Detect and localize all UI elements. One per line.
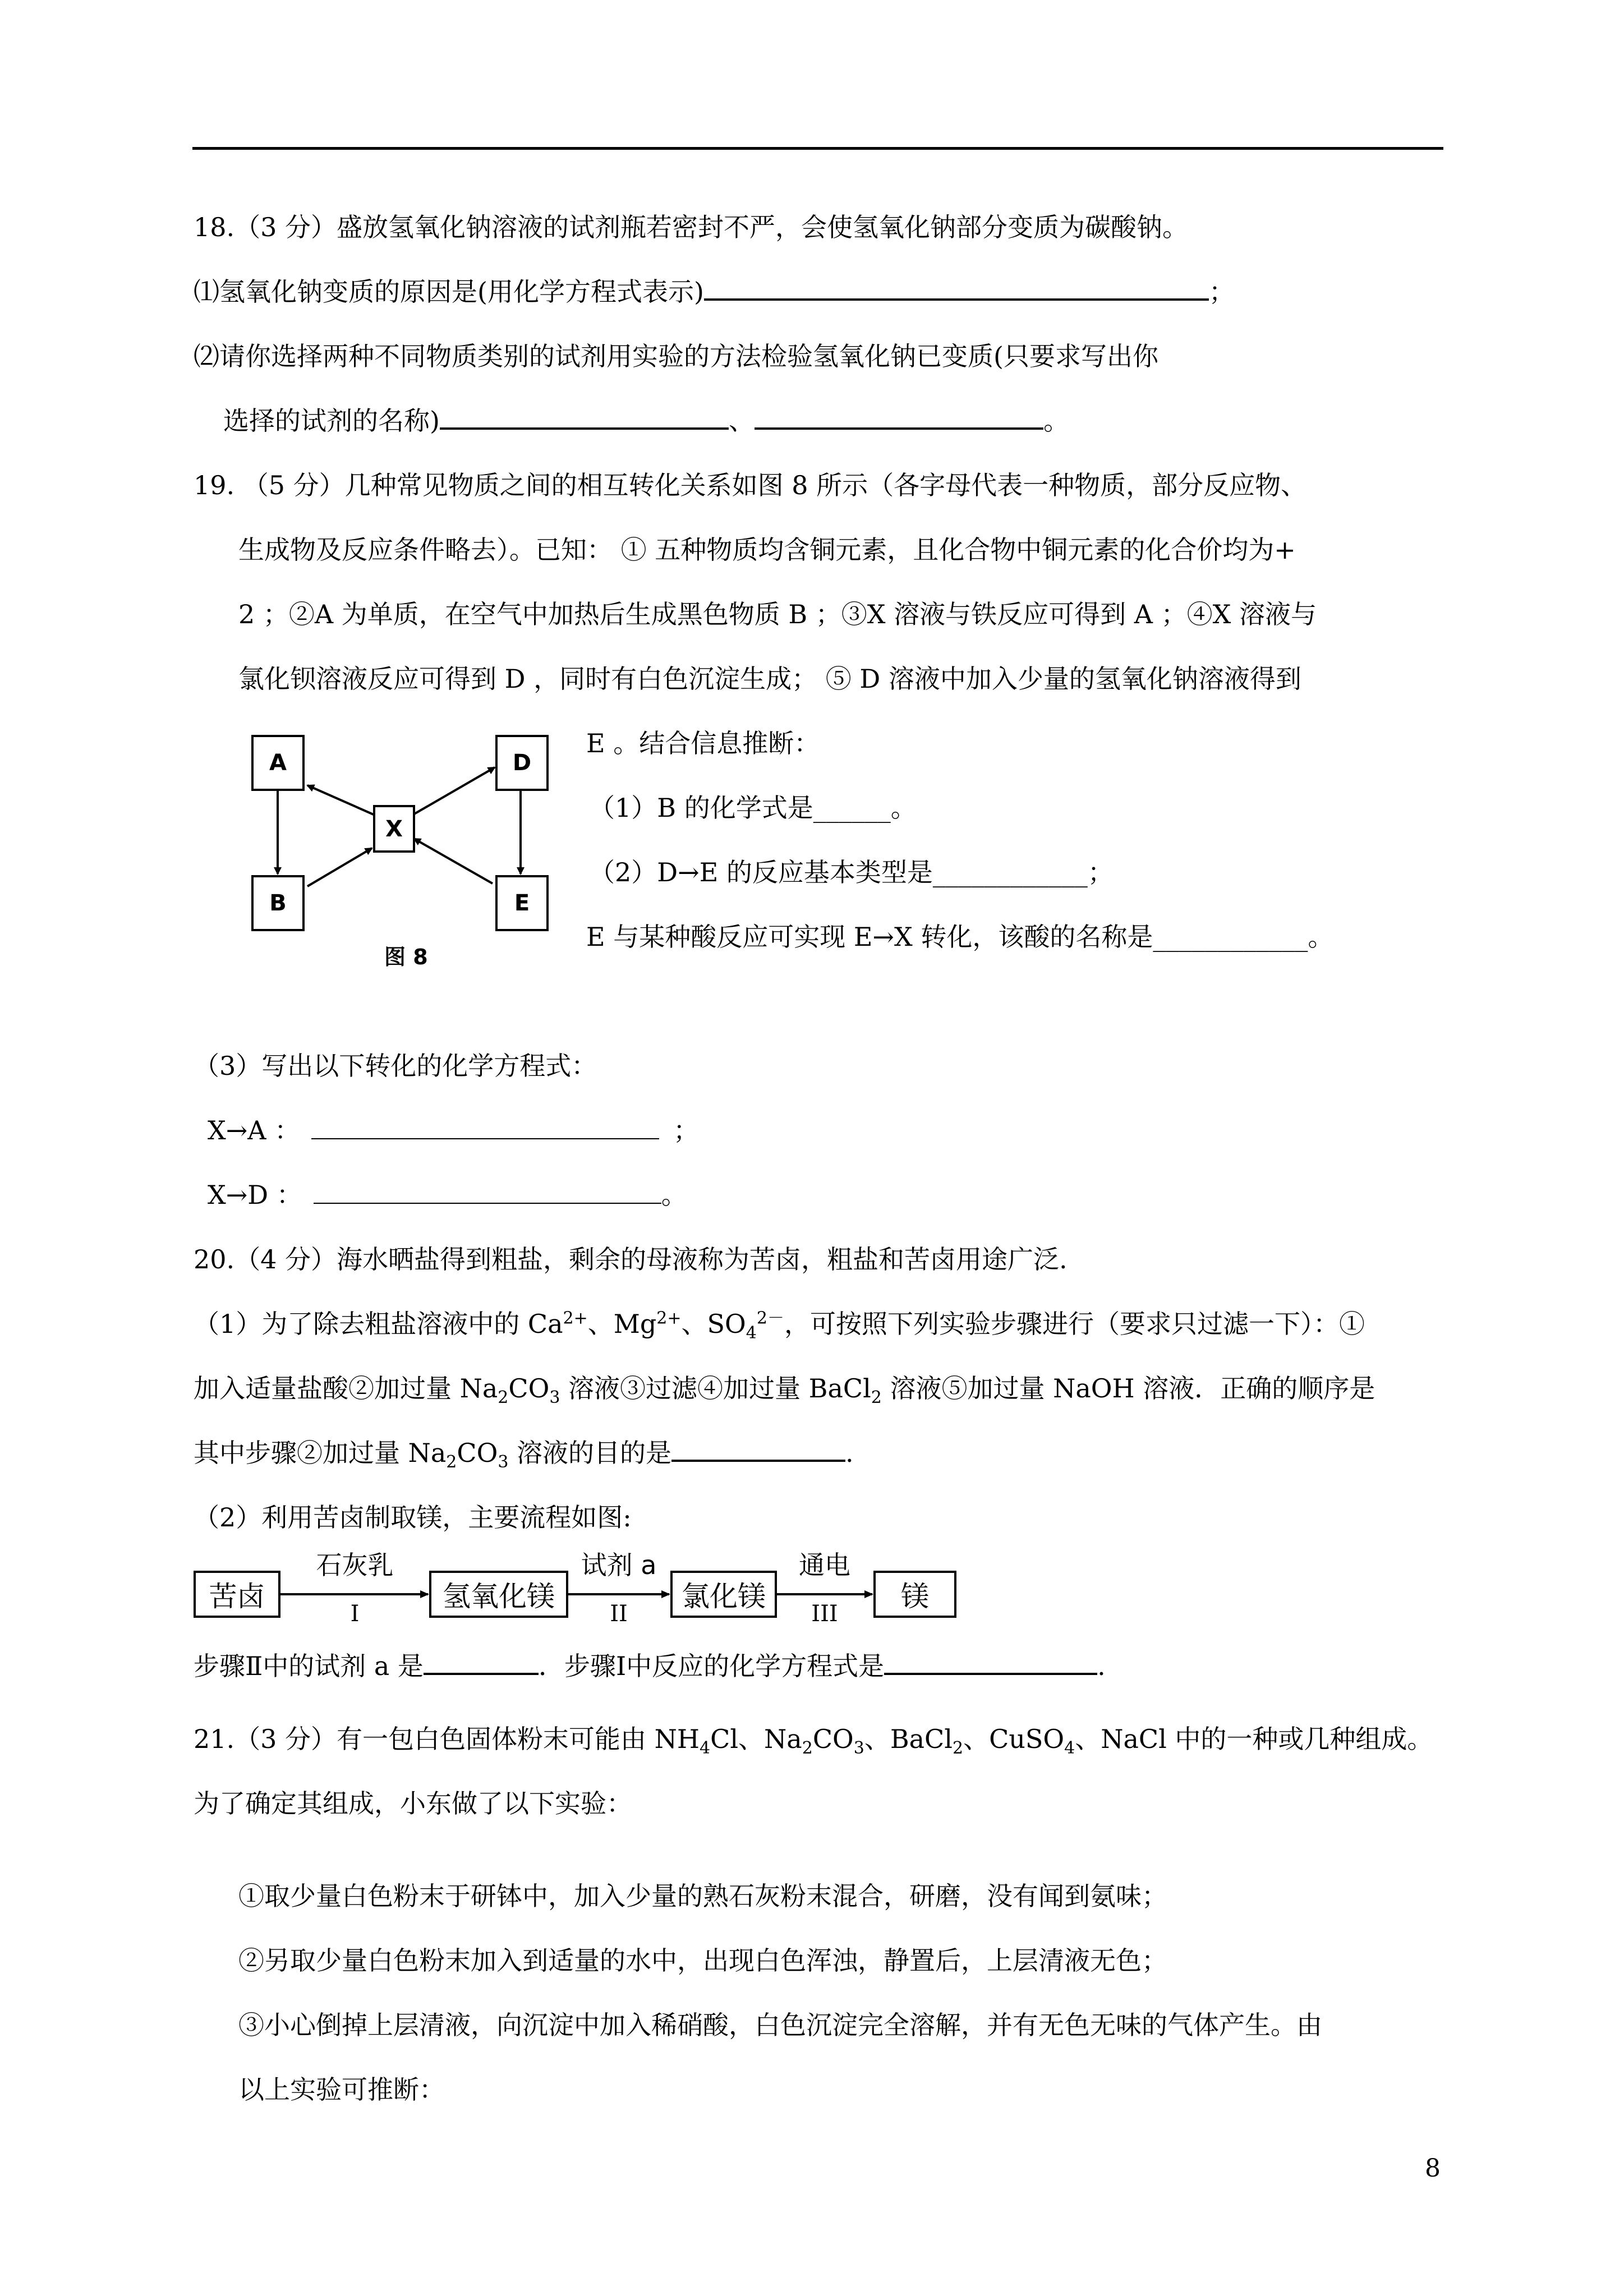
q21-step1: ①取少量白色粉末于研钵中，加入少量的熟石灰粉末混合，研磨，没有闻到氨味； [238, 1881, 1167, 1911]
q20-part1-line3 [194, 1436, 854, 1473]
q20-stem: 20.（4 分）海水晒盐得到粗盐，剩余的母液称为苦卤，粗盐和苦卤用途广泛. [194, 1244, 1068, 1274]
q20-part1-line1 [194, 1307, 1365, 1341]
q20-l2-sub1: 2 [498, 1388, 509, 1408]
q20-reagent-blank[interactable] [424, 1649, 539, 1675]
mg-process-flow [194, 1550, 979, 1632]
q20-l2-sub3: 2 [871, 1388, 882, 1408]
q20-l3-sub2: 3 [498, 1452, 509, 1473]
q20-l3-sub1: 2 [446, 1452, 457, 1473]
q20-text-c: 、SO [681, 1309, 746, 1339]
flow-box-mg-chloride: 氯化镁 [670, 1571, 777, 1618]
flow-step-3: III [811, 1601, 838, 1627]
q20-l3-a: 其中步骤②加过量 Na [194, 1438, 447, 1468]
q21-step3: ③小心倒掉上层清液，向沉淀中加入稀硝酸，白色沉淀完全溶解，并有无色无味的气体产生。由 [238, 2010, 1322, 2040]
q18-reagent1-blank[interactable] [440, 404, 729, 430]
q20-l3-b: 溶液的目的是 [508, 1438, 672, 1468]
q21-step2: ②另取少量白色粉末加入到适量的水中，出现白色浑浊，静置后，上层清液无色； [238, 1945, 1167, 1976]
q19-sub1: （1）B 的化学式是______。 [589, 793, 917, 823]
q19-line4: 氯化钡溶液反应可得到 D ，同时有白色沉淀生成； ⑤ D 溶液中加入少量的氢氧化钠溶液得到 [238, 664, 1301, 694]
q19-eq-a-blank[interactable] [311, 1116, 659, 1139]
q21-s5: 4 [1064, 1738, 1075, 1759]
q18-part2-line1: ⑵请你选择两种不同物质类别的试剂用实验的方法检验氢氧化钠已变质(只要求写出你 [194, 341, 1158, 371]
q19-eq-a-end: ； [673, 1115, 700, 1145]
q18-part2-line2 [223, 404, 1069, 438]
flow-label-electrolysis: 通电 [799, 1550, 850, 1580]
q19-line3: 2 ；②A 为单质，在空气中加热后生成黑色物质 B ；③X 溶液与铁反应可得到 A ；④X 溶液与 [238, 599, 1317, 629]
q19-sub2: （2）D→E 的反应基本类型是____________； [589, 857, 1114, 887]
node-e: E [495, 875, 549, 931]
q19-eq-d-blank[interactable] [314, 1180, 661, 1204]
q18-part2-text: 选择的试剂的名称) [223, 406, 440, 436]
q20-mg-charge: 2+ [656, 1308, 682, 1328]
figure-8-diagram [224, 724, 572, 970]
q19-eq-d [208, 1178, 687, 1212]
q20-l3-end: . [845, 1438, 854, 1468]
q20-ca-charge: 2+ [563, 1308, 588, 1328]
q20-text-b: 、Mg [587, 1309, 657, 1339]
q21-b: Cl、Na [710, 1724, 802, 1754]
flow-box-mg: 镁 [873, 1571, 956, 1618]
q19-line5: E 。结合信息推断： [586, 728, 820, 758]
node-d: D [495, 735, 549, 791]
q20-l2-a: 加入适量盐酸②加过量 Na [194, 1373, 498, 1404]
q18-separator: 、 [728, 406, 755, 436]
q21-s4: 2 [952, 1738, 964, 1759]
q20-so4-charge: 2－ [756, 1308, 784, 1328]
q20-part2: （2）利用苦卤制取镁，主要流程如图: [194, 1502, 632, 1533]
q18-part1-end: ； [1208, 277, 1235, 307]
q20-equation-text: ．步骤Ⅰ中反应的化学方程式是 [538, 1651, 885, 1681]
q21-a: 21.（3 分）有一包白色固体粉末可能由 NH [194, 1724, 700, 1754]
q20-l2-c: 溶液⑤加过量 NaOH 溶液．正确的顺序是 [881, 1373, 1375, 1404]
q21-d: 、BaCl [864, 1724, 953, 1754]
flow-step-2: II [610, 1601, 628, 1627]
q20-step2-question [194, 1649, 1106, 1683]
q21-s3: 3 [853, 1738, 864, 1759]
q20-text-d: ，可按照下列实验步骤进行（要求只过滤一下）：① [784, 1309, 1365, 1339]
q18-stem: 18.（3 分）盛放氢氧化钠溶液的试剂瓶若密封不严，会使氢氧化钠部分变质为碳酸钠。 [194, 212, 1189, 242]
q19-eq-d-end: 。 [661, 1180, 687, 1210]
q20-text-a: （1）为了除去粗盐溶液中的 Ca [194, 1309, 563, 1339]
q19-eq-a [208, 1114, 699, 1147]
q21-step4: 以上实验可推断： [238, 2074, 445, 2105]
q20-purpose-blank[interactable] [671, 1436, 845, 1462]
q18-part2-end: 。 [1043, 406, 1069, 436]
q21-s2: 2 [802, 1738, 813, 1759]
q18-part1-text: ⑴氢氧化钠变质的原因是(用化学方程式表示) [194, 277, 704, 307]
q21-c: CO [812, 1724, 854, 1754]
q20-reagent-text: 步骤Ⅱ中的试剂 a 是 [194, 1651, 424, 1681]
q20-l2-sub2: 3 [549, 1388, 560, 1408]
flow-step-1: I [350, 1601, 360, 1627]
q20-l2-b: 溶液③过滤④加过量 BaCl [560, 1373, 871, 1404]
figure-8-caption: 图 8 [384, 945, 428, 969]
q18-part1 [194, 275, 1235, 309]
flow-box-mg-hydroxide: 氢氧化镁 [429, 1571, 568, 1618]
node-b: B [251, 875, 305, 931]
q19-sub3: （3）写出以下转化的化学方程式： [194, 1051, 597, 1081]
flow-label-reagent-a: 试剂 a [581, 1550, 657, 1580]
q21-s1: 4 [700, 1738, 711, 1759]
q21-line2: 为了确定其组成，小东做了以下实验： [194, 1788, 632, 1819]
q18-part1-answer-blank[interactable] [704, 275, 1209, 301]
q20-equation-blank[interactable] [884, 1649, 1097, 1675]
flow-label-lime-milk: 石灰乳 [316, 1550, 394, 1580]
node-x: X [373, 805, 415, 853]
page-number: 8 [1425, 2154, 1441, 2183]
q19-sub2b: E 与某种酸反应可实现 E→X 转化，该酸的名称是____________。 [586, 922, 1334, 952]
q21-line1 [194, 1722, 1433, 1759]
q19-eq-d-label: X→D ： [208, 1180, 302, 1210]
q19-eq-a-label: X→A ： [208, 1115, 301, 1145]
node-a: A [251, 735, 305, 791]
q19-line2: 生成物及反应条件略去）。已知： ① 五种物质均含铜元素，且化合物中铜元素的化合价均为+ [238, 535, 1296, 565]
q20-part1-line2 [194, 1372, 1375, 1408]
q20-l2-a2: CO [508, 1373, 550, 1404]
q21-f: 、NaCl 中的一种或几种组成。 [1075, 1724, 1433, 1754]
q21-e: 、CuSO [963, 1724, 1065, 1754]
q20-equation-end: . [1097, 1651, 1106, 1681]
flow-box-brine: 苦卤 [194, 1571, 280, 1618]
q20-so4-sub: 4 [746, 1323, 757, 1343]
header-rule [192, 147, 1443, 150]
q20-l3-a2: CO [457, 1438, 498, 1468]
q18-reagent2-blank[interactable] [755, 404, 1043, 430]
q19-line1: 19. （5 分）几种常见物质之间的相互转化关系如图 8 所示（各字母代表一种物质，部分反应物、 [194, 470, 1307, 500]
